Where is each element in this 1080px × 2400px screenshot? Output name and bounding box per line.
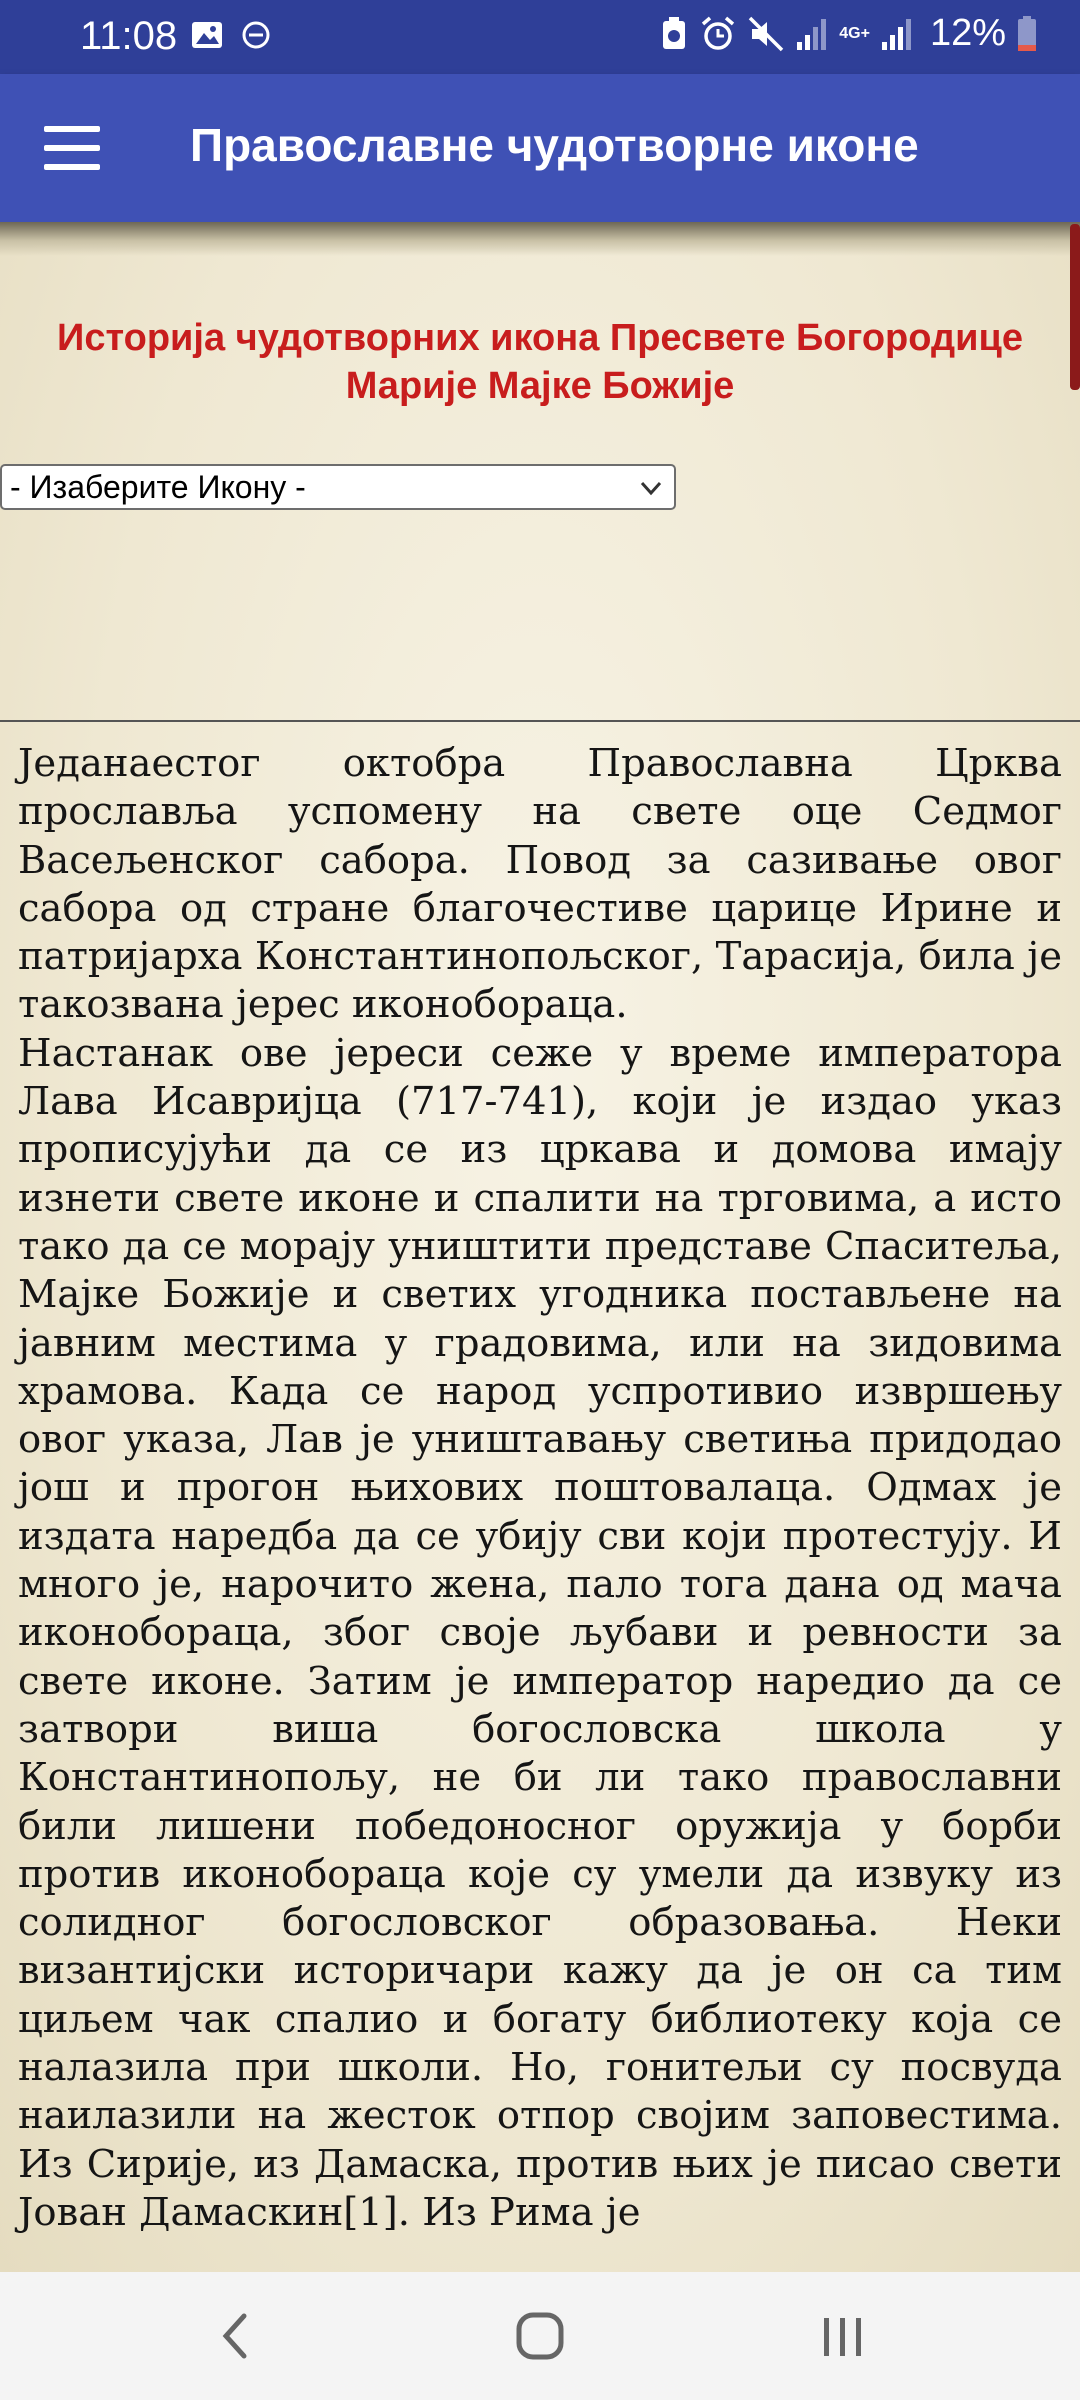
status-left-icons (190, 18, 272, 52)
icon-select-dropdown[interactable] (0, 464, 676, 510)
hamburger-menu-icon[interactable] (44, 126, 100, 170)
home-icon[interactable] (514, 2310, 566, 2362)
alarm-icon (699, 15, 737, 53)
app-bar (0, 74, 1080, 222)
page-heading (20, 314, 1060, 410)
network-type: 4G+ (839, 24, 870, 42)
status-time: 11:08 (80, 14, 178, 58)
heading-line-2: Марије Мајке Божије (345, 365, 735, 407)
battery-percent: 12% (929, 12, 1006, 54)
saver-icon (659, 15, 689, 53)
divider (0, 720, 1080, 722)
signal-icon (795, 16, 829, 52)
signal-icon-2 (880, 16, 914, 52)
do-not-disturb-icon (240, 18, 272, 52)
battery-icon (1016, 15, 1038, 53)
gallery-icon (190, 18, 224, 52)
app-title: Православне чудотворне иконе (190, 119, 919, 171)
system-navigation-bar (0, 2272, 1080, 2400)
status-bar (0, 0, 1080, 74)
article-text (18, 740, 1062, 2237)
recents-icon[interactable] (818, 2310, 868, 2362)
article-paragraph-2: Настанак ове јереси сеже у време императора Лава Исавријца (717-741), који је издао указ прописујући да се из цркава и домова имају изнети свете иконе и спалити на трговима, а исто тако да се морају уништити представе Спаситеља, Мајке Божије и светих угодника постављене на јавним местима у градовима, или на зидовима храмова. Када се народ успротивио извршењу овог указа, Лав је уништавању светиња придодао још и прогон њихових поштовалаца. Одмах је издата наредба да се убију сви који протестују. И много је, нарочито жена, пало тога дана од мача иконобораца, због своје љубави и ревности за свете иконе. Затим је император наредио да се затвори виша богословска школа у Константинопољу, не би ли тако православни били лишени победоносног оружија у борби против иконобораца које су умели да извуку из солидног богословског образовања. Неки византијски историчари кажу да је он са тим циљем чак спалио и богату библиотеку која се налазила при школи. Но, гонитељи су посвуда наилазили на жесток отпор својим заповестима. Из Сирије, из Дамаска, против њих је писао свети Јован Дамаскин[1]. Из Рима је (18, 1030, 1062, 2235)
article-paragraph-1: Једанаестог октобра Православна Црква прослављa успомену на свете оце Седмог Васељенског сабора. Повод за сазивање овог сабора од стране благочестиве царице Ирине и патријарха Константинопољског, Тарасија, била је такозвана јерес иконобораца. (18, 741, 1062, 1028)
torn-paper-edge (0, 222, 1080, 256)
content-area[interactable] (0, 222, 1080, 2272)
scroll-indicator[interactable] (1070, 224, 1080, 390)
heading-line-1: Историја чудотворних икона Пресвете Богородице (57, 317, 1023, 359)
icon-select-value: - Изаберите Икону - (10, 469, 306, 505)
back-chevron-icon[interactable] (214, 2310, 258, 2362)
chevron-down-icon (638, 475, 664, 501)
mute-icon (747, 15, 785, 53)
status-right-icons (659, 12, 1038, 55)
